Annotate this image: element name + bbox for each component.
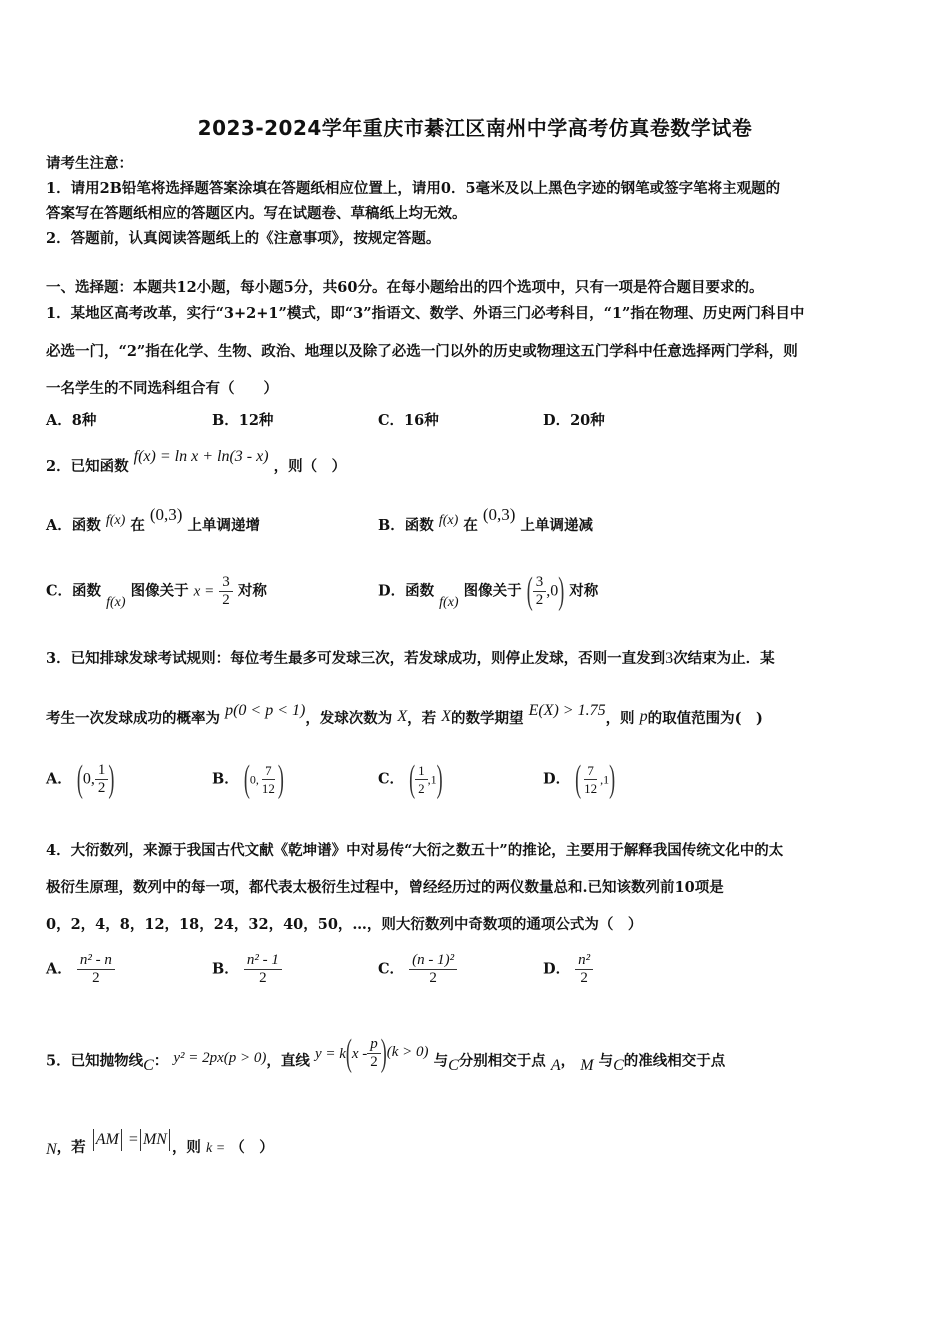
- q3-option-c: [378, 757, 443, 800]
- q2-b-interval: (0,3): [482, 505, 516, 524]
- q5-lead: 5．已知抛物线: [46, 1052, 144, 1070]
- q3-a-zero: 0,: [82, 770, 95, 788]
- q2-d-mid: 图像关于: [463, 582, 522, 600]
- abs-bar: [169, 1129, 170, 1151]
- q2-b-fx: f(x): [438, 513, 459, 528]
- q3-l2c: ，若: [407, 710, 437, 727]
- paren-left: (: [575, 757, 582, 800]
- q3-a-frac: $\frac{1}{2}$: [95, 762, 109, 797]
- q3-X: X: [397, 708, 408, 725]
- q3-b-frac: $\frac{7}{12}$: [261, 763, 275, 796]
- q2-a-fx: f(x): [105, 513, 126, 528]
- q4-option-d: [543, 952, 593, 987]
- q3-p: p: [639, 708, 648, 725]
- q3-c-label: C．: [378, 770, 405, 788]
- q2-c-fx: f(x): [106, 594, 126, 610]
- q1-line3: 一名学生的不同选科组合有（ ）: [46, 380, 278, 397]
- q5-yu2: 与: [598, 1052, 614, 1070]
- q4-line3: 0，2，4，8，12，18，24，32，40，50，…，则大衍数列中奇数项的通项公式为（ ）: [46, 916, 643, 933]
- paren-left: (: [243, 757, 250, 800]
- q3-l2d: 的数学期望: [451, 710, 524, 727]
- q2-c-lead: C．函数: [46, 582, 102, 600]
- q1-option-a: A．8种: [46, 412, 97, 429]
- q5-M: M: [580, 1056, 594, 1074]
- q2-lead: 2．已知函数: [46, 458, 129, 475]
- abs-bar: [121, 1129, 122, 1151]
- q3-line1-tail: 次结束为止．某: [673, 650, 775, 667]
- q2-option-d: [378, 569, 599, 612]
- q3-d-label: D．: [543, 770, 571, 788]
- paren-right: ): [108, 757, 115, 800]
- notice-line2: 2．答题前，认真阅读答题纸上的《注意事项》，按规定答题。: [46, 230, 441, 247]
- q4-c-frac: $\frac{\text{(n - 1)²}}{2}$: [409, 952, 457, 987]
- q3-option-d: [543, 757, 616, 800]
- paren-left: (: [76, 757, 83, 800]
- q2-c-mid: 图像关于: [130, 582, 189, 600]
- q5-A: A: [550, 1056, 561, 1074]
- q2-tail: ，则（ ）: [273, 458, 347, 475]
- q5-tail: 的准线相交于点: [623, 1052, 726, 1070]
- paren-right: ): [380, 1031, 387, 1074]
- q2-d-zero: ,0: [546, 582, 559, 600]
- q5-yu: 与: [433, 1052, 449, 1070]
- q1-option-b: B．12种: [212, 412, 274, 429]
- q2-stem: [46, 448, 347, 476]
- q5-line2: [46, 1131, 274, 1159]
- paren-right: ): [436, 757, 443, 800]
- q4-d-frac: $\frac{\text{n²}}{2}$: [575, 952, 593, 987]
- paren-left: (: [345, 1031, 352, 1074]
- q5-ze: ，则: [171, 1139, 201, 1156]
- q2-option-b: [378, 505, 594, 535]
- paren-right: ): [558, 569, 565, 612]
- q5-yk: y = k: [314, 1045, 346, 1062]
- q3-l2e: ，则: [605, 710, 635, 727]
- paren-right: ): [277, 757, 284, 800]
- paren-right: ): [609, 757, 616, 800]
- q5-C2: C: [448, 1056, 459, 1074]
- q5-C: C: [143, 1056, 154, 1074]
- q5-N: N: [46, 1141, 57, 1158]
- notice-line1: 1．请用2B铅笔将选择题答案涂填在答题纸相应位置上，请用0．5毫米及以上黑色字迹的钢笔或签字笔将主观题的: [46, 180, 781, 197]
- q1-line1: 1．某地区高考改革，实行“3+2+1”模式，即“3”指语文、数学、外语三门必考科目，“1”指在物理、历史两门科目中: [46, 305, 805, 322]
- q1-option-d: D．20种: [543, 412, 605, 429]
- q5-k-eq: k =: [206, 1141, 226, 1156]
- q2-a-lead: A．函数: [46, 517, 101, 534]
- q3-b-zero: 0,: [249, 772, 259, 787]
- q4-option-b: [212, 952, 282, 987]
- q5-C3: C: [613, 1056, 624, 1074]
- q5-colon: ：: [153, 1052, 169, 1070]
- paren-left: (: [409, 757, 416, 800]
- q4-d-label: D．: [543, 960, 571, 978]
- q2-d-tail: 对称: [569, 582, 599, 600]
- q2-b-zai: 在: [463, 517, 478, 534]
- q3-three: 3: [665, 650, 674, 667]
- q2-a-zai: 在: [130, 517, 145, 534]
- q2-a-tail: 上单调递增: [187, 517, 261, 534]
- q3-option-b: [212, 757, 284, 800]
- q3-line1-text: 3．已知排球发球考试规则：每位考生最多可发球三次，若发球成功，则停止发球，否则一直发到: [46, 650, 666, 667]
- q5-line-word: ，直线: [266, 1052, 310, 1070]
- q2-d-fx: f(x): [439, 594, 459, 610]
- q4-b-frac: $\frac{\text{n² - 1}}{2}$: [244, 952, 282, 987]
- q3-expect: E(X) > 1.75: [528, 702, 606, 719]
- q1-line2: 必选一门，“2”指在化学、生物、政治、地理以及除了必选一门以外的历史或物理这五门学科中任意选择两门学科，则: [46, 343, 798, 360]
- q2-option-c: [46, 574, 267, 609]
- abs-bar: [93, 1129, 94, 1151]
- q5-p-frac: $\frac{p}{2}$: [367, 1036, 381, 1071]
- q4-a-frac: $\frac{\text{n² - n}}{2}$: [77, 952, 115, 987]
- q5-parabola: y² = 2px(p > 0): [173, 1049, 267, 1066]
- paren-left: (: [526, 569, 533, 612]
- q2-option-a: [46, 505, 261, 535]
- q2-a-interval: (0,3): [149, 505, 183, 524]
- q5-mid: 分别相交于点: [458, 1052, 546, 1070]
- q2-c-tail: 对称: [237, 582, 267, 600]
- q2-c-xeq: x =: [193, 583, 215, 600]
- q2-c-frac: $\frac{3}{2}$: [219, 574, 233, 609]
- q5-eq: =: [128, 1131, 138, 1148]
- q4-line1: 4．大衍数列，来源于我国古代文献《乾坤谱》中对易传“大衍之数五十”的推论，主要用于解释我国传统文化中的太: [46, 842, 784, 859]
- q2-formula: f(x) = ln x + ln(3 - x): [133, 448, 269, 465]
- abs-bar: [140, 1129, 141, 1151]
- q3-l2b: ，发球次数为: [305, 710, 393, 727]
- q3-b-label: B．: [212, 770, 239, 788]
- q5-AM: AM: [95, 1131, 119, 1148]
- q3-c-one: ,1: [427, 772, 437, 787]
- notice-heading: 请考生注意：: [46, 155, 133, 172]
- q5-ruo: ，若: [56, 1139, 86, 1156]
- q5-line1: [46, 1031, 726, 1079]
- q3-X2: X: [441, 708, 451, 725]
- notice-line1b: 答案写在答题纸相应的答题区内。写在试题卷、草稿纸上均无效。: [46, 205, 467, 222]
- q4-option-c: [378, 952, 457, 987]
- q3-line2: [46, 702, 763, 728]
- q5-xminus: x -: [351, 1045, 368, 1062]
- q3-d-one: ,1: [600, 772, 610, 787]
- q3-d-frac: $\frac{7}{12}$: [584, 763, 598, 796]
- q4-c-label: C．: [378, 960, 405, 978]
- q4-b-label: B．: [212, 960, 239, 978]
- q2-b-tail: 上单调递减: [520, 517, 594, 534]
- q3-c-frac: $\frac{1}{2}$: [415, 762, 428, 797]
- q3-p-range: p(0 < p < 1): [225, 702, 306, 719]
- q3-line1: [46, 647, 775, 668]
- q4-line2: 极衍生原理，数列中的每一项，都代表太极衍生过程中，曾经经历过的两仪数量总和.已知该数列前10项是: [46, 879, 724, 896]
- page-title: 2023-2024学年重庆市綦江区南州中学高考仿真卷数学试卷: [197, 116, 753, 140]
- q3-l2f: 的取值范围为( ): [647, 710, 763, 727]
- q5-k-cond: (k > 0): [386, 1043, 429, 1060]
- q3-option-a: [46, 757, 115, 800]
- q5-comma: ，: [560, 1052, 576, 1070]
- q1-option-c: C．16种: [378, 412, 439, 429]
- q5-MN: MN: [142, 1131, 167, 1148]
- q3-a-label: A．: [46, 770, 72, 788]
- section-heading: 一、选择题：本题共12小题，每小题5分，共60分。在每小题给出的四个选项中，只有一项是符合题目要求的。: [46, 279, 764, 296]
- q2-d-frac: $\frac{3}{2}$: [533, 574, 547, 609]
- q5-blank: （ ）: [230, 1139, 274, 1156]
- q4-a-label: A．: [46, 960, 72, 978]
- q4-option-a: [46, 952, 115, 987]
- q2-b-lead: B．函数: [378, 517, 434, 534]
- q3-l2a: 考生一次发球成功的概率为: [46, 710, 220, 727]
- q2-d-lead: D．函数: [378, 582, 435, 600]
